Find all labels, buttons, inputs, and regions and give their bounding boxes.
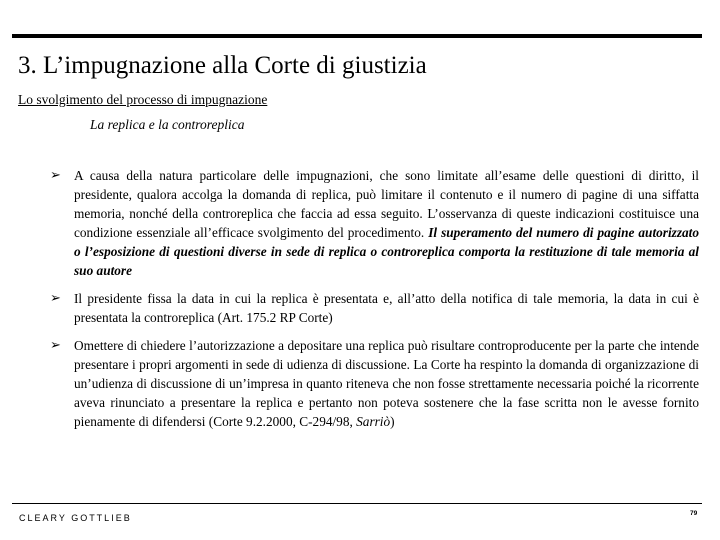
topic-subtitle: La replica e la controreplica <box>90 117 245 132</box>
section-subtitle: Lo svolgimento del processo di impugnazione <box>18 92 268 107</box>
arrow-bullet-icon: ➢ <box>50 291 61 306</box>
bullet-emphasis: Il superamento del numero di pagine autorizzato o l’esposizione di questioni diverse in sede di replica o controreplica comporta la restituzione di tale memoria al suo autore <box>74 225 700 278</box>
bullet-item <box>50 166 699 280</box>
firm-logo: CLEARY GOTTLIEB <box>19 513 132 523</box>
arrow-bullet-icon: ➢ <box>50 338 61 353</box>
bullet-item <box>50 289 699 327</box>
bullet-text: Omettere di chiedere l’autorizzazione a depositare una replica può risultare controproducente per la parte che intende presentare i propri argomenti in sede di udienza di discussione. La Corte ha respinto la domanda di organizzazione di un’udienza di discussione di un’impresa in quanto riteneva che non fosse strettamente necessaria poiché la ricorrente aveva rinunciato a presentare la replica e pertanto non poteva sostenere che la fase scritta non le avesse fornito pienamente di difendersi (Corte 9.2.2000, C-294/98, <box>74 338 699 429</box>
bullet-text: A causa della natura particolare delle impugnazioni, che sono limitate all’esame delle questioni di diritto, il presidente, qualora accolga la domanda di replica, può limitare il contenuto e il numero di pagine di una siffatta memoria, nonché della controreplica che faccia ad essa seguito. L’osservanza di queste indicazioni costituisce una condizione essenziale all’efficace svolgimento del procedimento. <box>74 168 699 240</box>
page-number: 79 <box>690 510 698 517</box>
top-rule <box>12 34 702 38</box>
bullet-item <box>50 336 699 431</box>
bullet-closing: ) <box>390 414 395 429</box>
bullet-text: Il presidente fissa la data in cui la replica è presentata e, all’atto della notifica di tale memoria, la data in cui è presentata la controreplica (Art. 175.2 RP Corte) <box>74 291 699 325</box>
bullet-list <box>50 166 699 440</box>
arrow-bullet-icon: ➢ <box>50 168 61 183</box>
bottom-rule <box>12 503 702 504</box>
slide-title: 3. L’impugnazione alla Corte di giustizia <box>18 52 427 79</box>
case-name: Sarriò <box>356 414 391 429</box>
